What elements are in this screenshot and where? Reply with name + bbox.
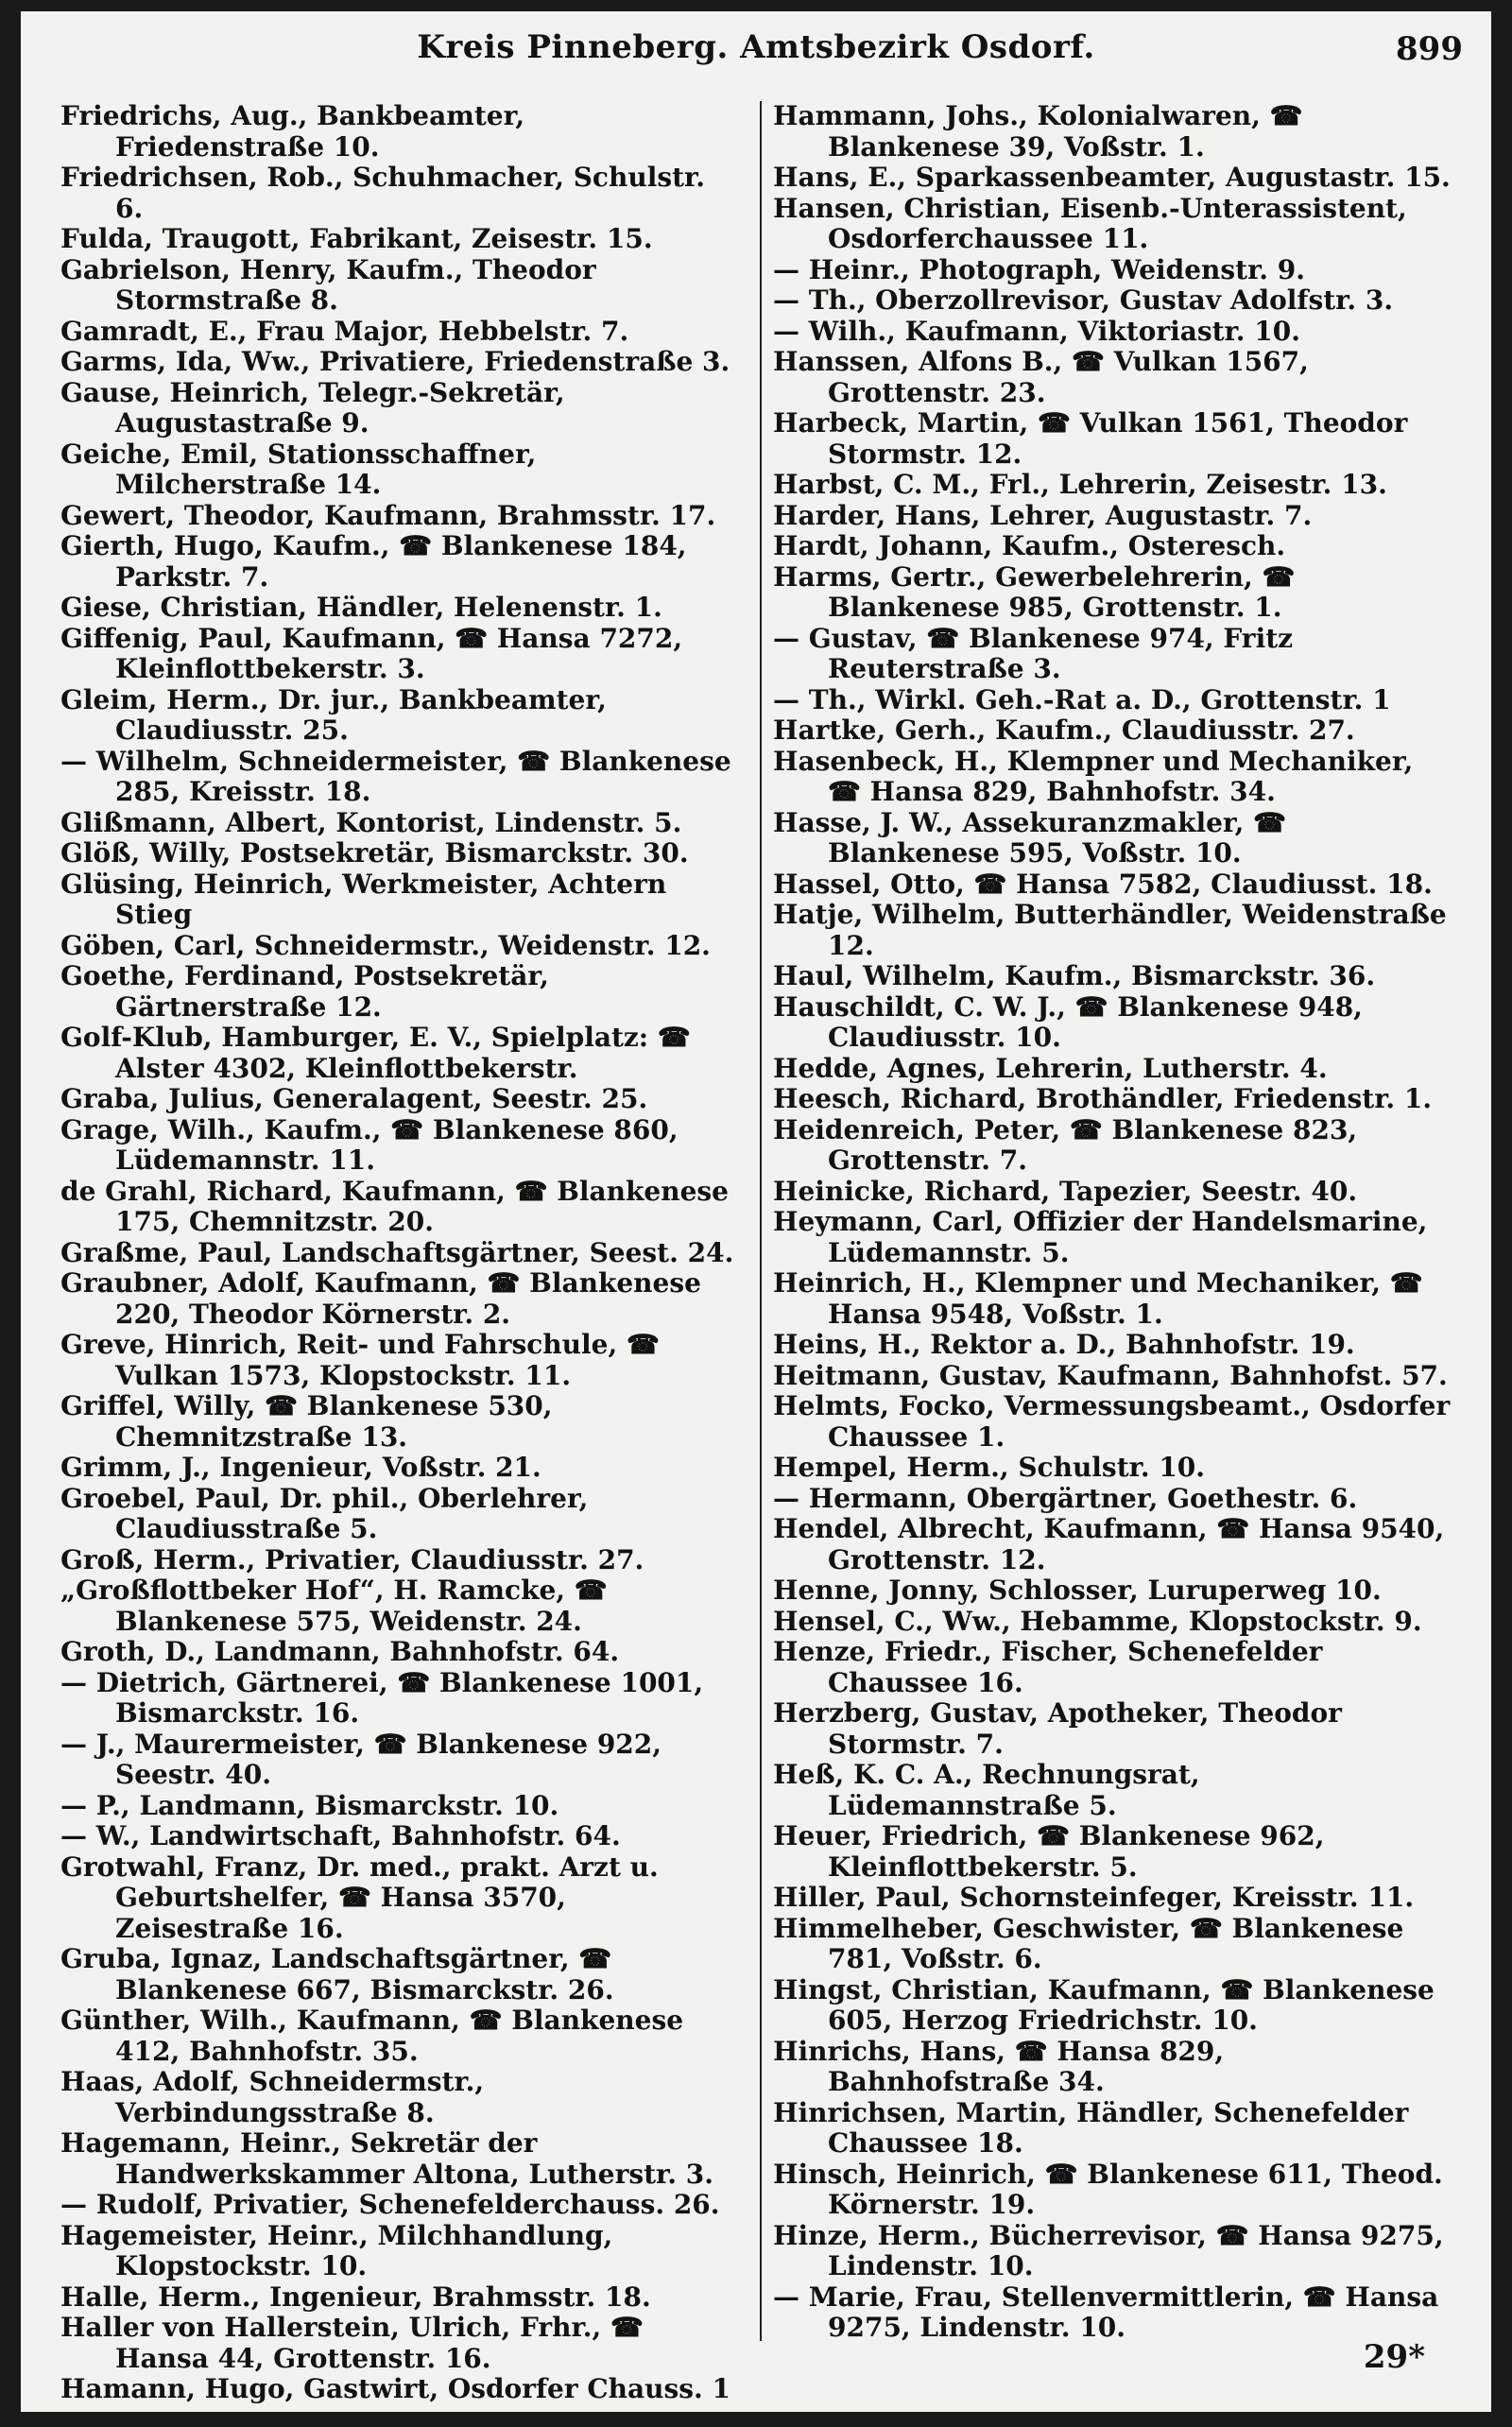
directory-entry: Grotwahl, Franz, Dr. med., prakt. Arzt u. Geburtshelfer, ☎ Hansa 3570, Zeisestraße 16. xyxy=(60,1850,659,1944)
sheet-signature: 29* xyxy=(1363,2338,1425,2376)
directory-entry: Hasse, J. W., Assekuranzmakler, ☎ Blankenese 595, Voßstr. 10. xyxy=(773,806,1287,869)
directory-entry: Golf-Klub, Hamburger, E. V., Spielplatz: ☎ Alster 4302, Kleinflottbekerstr. xyxy=(60,1022,691,1084)
directory-entry: Hagemann, Heinr., Sekretär der Handwerkskammer Altona, Lutherstr. 3. xyxy=(60,2127,713,2190)
directory-entry: Graba, Julius, Generalagent, Seestr. 25. xyxy=(60,1083,648,1114)
directory-entry: — Marie, Frau, Stellenvermittlerin, ☎ Hansa 9275, Lindenstr. 10. xyxy=(773,2281,1439,2343)
directory-entry: Hiller, Paul, Schornsteinfeger, Kreisstr. 11. xyxy=(773,1882,1415,1913)
directory-entry: Heß, K. C. A., Rechnungsrat, Lüdemannstraße 5. xyxy=(773,1759,1200,1821)
page-header xyxy=(21,28,1491,95)
directory-entry: Gamradt, E., Frau Major, Hebbelstr. 7. xyxy=(60,315,629,347)
directory-entry: Heitmann, Gustav, Kaufmann, Bahnhofst. 57. xyxy=(773,1359,1448,1391)
directory-entry: Gewert, Theodor, Kaufmann, Brahmsstr. 17. xyxy=(60,499,716,531)
directory-entry: Heymann, Carl, Offizier der Handelsmarine, Lüdemannstr. 5. xyxy=(773,1206,1428,1268)
directory-entry: Greve, Hinrich, Reit- und Fahrschule, ☎ Vulkan 1573, Klopstockstr. 11. xyxy=(60,1329,660,1391)
directory-entry: Garms, Ida, Ww., Privatiere, Friedenstraße 3. xyxy=(60,346,730,377)
directory-columns xyxy=(60,100,1453,2404)
directory-entry: Hauschildt, C. W. J., ☎ Blankenese 948, Claudiusstr. 10. xyxy=(773,990,1363,1053)
directory-entry: Günther, Wilh., Kaufmann, ☎ Blankenese 412, Bahnhofstr. 35. xyxy=(60,2005,684,2067)
directory-entry: Harder, Hans, Lehrer, Augustastr. 7. xyxy=(773,499,1313,531)
directory-entry: Herzberg, Gustav, Apotheker, Theodor Stormstr. 7. xyxy=(773,1697,1342,1760)
directory-entry: Harbeck, Martin, ☎ Vulkan 1561, Theodor Stormstr. 12. xyxy=(773,407,1408,470)
directory-entry: Heesch, Richard, Brothändler, Friedenstr. 1. xyxy=(773,1083,1433,1114)
directory-entry: Henne, Jonny, Schlosser, Luruperweg 10. xyxy=(773,1575,1382,1606)
directory-entry: Friedrichs, Aug., Bankbeamter, Friedenstraße 10. xyxy=(60,100,525,163)
directory-entry: Glüsing, Heinrich, Werkmeister, Achtern Stieg xyxy=(60,868,667,930)
directory-entry: Gabrielson, Henry, Kaufm., Theodor Stormstraße 8. xyxy=(60,253,596,316)
directory-entry: Giese, Christian, Händler, Helenenstr. 1. xyxy=(60,592,662,623)
directory-entry: Fulda, Traugott, Fabrikant, Zeisestr. 15. xyxy=(60,223,653,254)
directory-entry: — Th., Oberzollrevisor, Gustav Adolfstr. 3. xyxy=(773,284,1394,316)
directory-entry: Hamann, Hugo, Gastwirt, Osdorfer Chauss. 1 xyxy=(60,2373,730,2404)
directory-entry: Hinrichs, Hans, ☎ Hansa 829, Bahnhofstraße 34. xyxy=(773,2035,1225,2097)
directory-entry: „Großflottbeker Hof“, H. Ramcke, ☎ Blankenese 575, Weidenstr. 24. xyxy=(60,1575,608,1637)
directory-entry: Hansen, Christian, Eisenb.-Unterassistent, Osdorferchaussee 11. xyxy=(773,192,1407,254)
directory-entry: — Gustav, ☎ Blankenese 974, Fritz Reuterstraße 3. xyxy=(773,622,1294,684)
directory-entry: Hingst, Christian, Kaufmann, ☎ Blankenese 605, Herzog Friedrichstr. 10. xyxy=(773,1973,1435,2036)
directory-entry: Hempel, Herm., Schulstr. 10. xyxy=(773,1452,1206,1483)
directory-entry: — P., Landmann, Bismarckstr. 10. xyxy=(60,1789,559,1821)
directory-entry: Himmelheber, Geschwister, ☎ Blankenese 781, Voßstr. 6. xyxy=(773,1912,1404,1974)
directory-entry: Groebel, Paul, Dr. phil., Oberlehrer, Claudiusstraße 5. xyxy=(60,1482,589,1544)
right-column xyxy=(773,101,1453,2341)
directory-entry: — W., Landwirtschaft, Bahnhofstr. 64. xyxy=(60,1820,621,1851)
directory-entry: — Dietrich, Gärtnerei, ☎ Blankenese 1001, Bismarckstr. 16. xyxy=(60,1666,704,1729)
directory-entry: Goethe, Ferdinand, Postsekretär, Gärtnerstraße 12. xyxy=(60,960,549,1023)
directory-entry: Henze, Friedr., Fischer, Schenefelder Chaussee 16. xyxy=(773,1636,1323,1698)
directory-entry: Haller von Hallerstein, Ulrich, Frhr., ☎ Hansa 44, Grottenstr. 16. xyxy=(60,2312,644,2374)
directory-entry: Giffenig, Paul, Kaufmann, ☎ Hansa 7272, Kleinflottbekerstr. 3. xyxy=(60,622,683,684)
directory-entry: Graubner, Adolf, Kaufmann, ☎ Blankenese 220, Theodor Körnerstr. 2. xyxy=(60,1267,701,1330)
directory-entry: Hinsch, Heinrich, ☎ Blankenese 611, Theod. Körnerstr. 19. xyxy=(773,2158,1443,2220)
directory-entry: Helmts, Focko, Vermessungsbeamt., Osdorfer Chaussee 1. xyxy=(773,1390,1451,1453)
directory-entry: Geiche, Emil, Stationsschaffner, Milcherstraße 14. xyxy=(60,438,537,500)
directory-entry: Hensel, C., Ww., Hebamme, Klopstockstr. 9. xyxy=(773,1605,1422,1637)
left-column xyxy=(60,100,762,2404)
directory-entry: Hartke, Gerh., Kaufm., Claudiusstr. 27. xyxy=(773,714,1355,746)
directory-entry: Hassel, Otto, ☎ Hansa 7582, Claudiusst. 18. xyxy=(773,868,1433,900)
directory-entry: Hendel, Albrecht, Kaufmann, ☎ Hansa 9540, Grottenstr. 12. xyxy=(773,1513,1445,1575)
directory-entry: Heuer, Friedrich, ☎ Blankenese 962, Kleinflottbekerstr. 5. xyxy=(773,1820,1325,1883)
directory-entry: Haul, Wilhelm, Kaufm., Bismarckstr. 36. xyxy=(773,960,1376,991)
directory-entry: Hinze, Herm., Bücherrevisor, ☎ Hansa 9275, Lindenstr. 10. xyxy=(773,2219,1444,2281)
directory-entry: — J., Maurermeister, ☎ Blankenese 922, Seestr. 40. xyxy=(60,1728,662,1790)
directory-entry: — Wilh., Kaufmann, Viktoriastr. 10. xyxy=(773,315,1300,347)
directory-entry: Göben, Carl, Schneidermstr., Weidenstr. 12. xyxy=(60,929,711,961)
directory-entry: Grimm, J., Ingenieur, Voßstr. 21. xyxy=(60,1452,541,1483)
directory-entry: Hans, E., Sparkassenbeamter, Augustastr. 15. xyxy=(773,162,1451,193)
directory-entry: Gause, Heinrich, Telegr.-Sekretär, Augustastraße 9. xyxy=(60,376,565,439)
directory-entry: — Th., Wirkl. Geh.-Rat a. D., Grottenstr. 1 xyxy=(773,683,1391,715)
directory-entry: Gierth, Hugo, Kaufm., ☎ Blankenese 184, Parkstr. 7. xyxy=(60,530,687,593)
directory-entry: Grage, Wilh., Kaufm., ☎ Blankenese 860, Lüdemannstr. 11. xyxy=(60,1113,679,1176)
directory-entry: — Heinr., Photograph, Weidenstr. 9. xyxy=(773,253,1306,285)
directory-entry: de Grahl, Richard, Kaufmann, ☎ Blankenese 175, Chemnitzstr. 20. xyxy=(60,1175,729,1237)
directory-entry: Gleim, Herm., Dr. jur., Bankbeamter, Claudiusstr. 25. xyxy=(60,683,607,746)
directory-entry: Graßme, Paul, Landschaftsgärtner, Seest. 24. xyxy=(60,1236,734,1268)
directory-entry: Halle, Herm., Ingenieur, Brahmsstr. 18. xyxy=(60,2281,651,2313)
directory-entry: Hagemeister, Heinr., Milchhandlung, Klopstockstr. 10. xyxy=(60,2219,613,2281)
directory-entry: Gruba, Ignaz, Landschaftsgärtner, ☎ Blankenese 667, Bismarckstr. 26. xyxy=(60,1943,614,2005)
directory-entry: Friedrichsen, Rob., Schuhmacher, Schulstr. 6. xyxy=(60,162,705,224)
directory-entry: Hedde, Agnes, Lehrerin, Lutherstr. 4. xyxy=(773,1052,1328,1084)
directory-entry: Groß, Herm., Privatier, Claudiusstr. 27. xyxy=(60,1543,644,1575)
directory-page xyxy=(21,11,1491,2412)
directory-entry: Hardt, Johann, Kaufm., Osteresch. xyxy=(773,530,1286,561)
directory-entry: Glöß, Willy, Postsekretär, Bismarckstr. 30. xyxy=(60,837,689,869)
page-number: 899 xyxy=(1396,30,1463,68)
directory-entry: Griffel, Willy, ☎ Blankenese 530, Chemnitzstraße 13. xyxy=(60,1390,553,1453)
directory-entry: — Rudolf, Privatier, Schenefelderchauss. 26. xyxy=(60,2189,720,2220)
directory-entry: Hanssen, Alfons B., ☎ Vulkan 1567, Grottenstr. 23. xyxy=(773,346,1309,408)
directory-entry: — Wilhelm, Schneidermeister, ☎ Blankenese 285, Kreisstr. 18. xyxy=(60,745,731,807)
directory-entry: — Hermann, Obergärtner, Goethestr. 6. xyxy=(773,1482,1358,1514)
directory-entry: Glißmann, Albert, Kontorist, Lindenstr. 5. xyxy=(60,806,682,838)
directory-entry: Hatje, Wilhelm, Butterhändler, Weidenstraße 12. xyxy=(773,899,1447,961)
directory-entry: Heinicke, Richard, Tapezier, Seestr. 40. xyxy=(773,1175,1358,1207)
directory-entry: Groth, D., Landmann, Bahnhofstr. 64. xyxy=(60,1636,620,1667)
directory-entry: Heins, H., Rektor a. D., Bahnhofstr. 19. xyxy=(773,1329,1355,1360)
directory-entry: Hasenbeck, H., Klempner und Mechaniker, ☎ Hansa 829, Bahnhofstr. 34. xyxy=(773,745,1414,807)
directory-entry: Harbst, C. M., Frl., Lehrerin, Zeisestr. 13. xyxy=(773,469,1387,500)
directory-entry: Haas, Adolf, Schneidermstr., Verbindungsstraße 8. xyxy=(60,2066,485,2128)
directory-entry: Heidenreich, Peter, ☎ Blankenese 823, Grottenstr. 7. xyxy=(773,1113,1358,1176)
directory-entry: Heinrich, H., Klempner und Mechaniker, ☎ Hansa 9548, Voßstr. 1. xyxy=(773,1267,1423,1330)
directory-entry: Harms, Gertr., Gewerbelehrerin, ☎ Blankenese 985, Grottenstr. 1. xyxy=(773,560,1296,623)
page-title: Kreis Pinneberg. Amtsbezirk Osdorf. xyxy=(417,28,1095,66)
directory-entry: Hinrichsen, Martin, Händler, Schenefelder Chaussee 18. xyxy=(773,2096,1409,2159)
directory-entry: Hammann, Johs., Kolonialwaren, ☎ Blankenese 39, Voßstr. 1. xyxy=(773,100,1303,163)
